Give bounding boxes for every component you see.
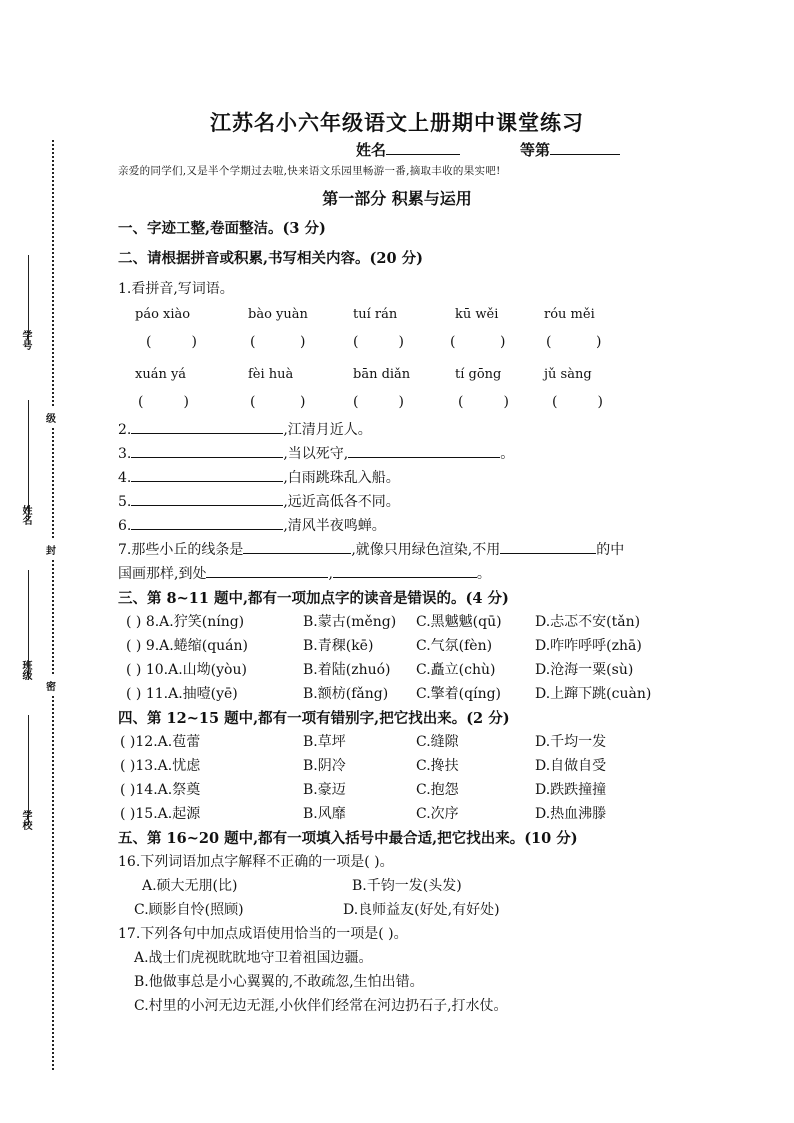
- name-blank[interactable]: [386, 140, 460, 155]
- q11-c: C.擎着(qíng): [416, 686, 502, 702]
- answer-box-6[interactable]: ( ): [138, 394, 189, 410]
- question-17: 17.下列各句中加点成语使用恰当的一项是( )。: [118, 926, 408, 942]
- seal-char-3: 密: [46, 676, 56, 695]
- q12-c: C.缝隙: [416, 734, 459, 750]
- blank-3a[interactable]: [131, 443, 283, 458]
- grade-field[interactable]: [520, 139, 620, 160]
- answer-box-10[interactable]: ( ): [552, 394, 603, 410]
- q9-b: B.青稞(kē): [303, 638, 374, 654]
- q13-a: ( )13.A.忧虑: [120, 758, 201, 774]
- blank-7d[interactable]: [333, 563, 477, 578]
- q14-c: C.抱怨: [416, 782, 459, 798]
- q8-c: C.黑魆魆(qū): [416, 614, 502, 630]
- q12-d: D.千均一发: [535, 734, 607, 750]
- q13-b: B.阴冷: [303, 758, 346, 774]
- pinyin-6: xuán yá: [135, 367, 187, 382]
- grade-label: 等第: [520, 141, 551, 159]
- q10-c: C.矗立(chù): [416, 662, 496, 678]
- section-4-heading: 四、第 12~15 题中,都有一项有错别字,把它找出来。(2 分): [118, 710, 510, 727]
- blank-7b[interactable]: [500, 539, 596, 554]
- answer-box-1[interactable]: ( ): [146, 334, 197, 350]
- q9-a: ( ) 9.A.蜷缩(quán): [126, 638, 249, 654]
- question-2: 2. ,江清月近人。: [118, 419, 372, 439]
- q16-opt-c: C.顾影自怜(照顾): [134, 902, 244, 918]
- q12-a: ( )12.A.苞蕾: [120, 734, 201, 750]
- answer-box-5[interactable]: ( ): [546, 334, 602, 350]
- q12-b: B.草坪: [303, 734, 346, 750]
- section-1-heading: 一、字迹工整,卷面整洁。(3 分): [118, 220, 326, 237]
- pinyin-9: tí gōng: [455, 367, 502, 382]
- q13-d: D.自做自受: [535, 758, 607, 774]
- margin-label-class: 班级: [20, 660, 31, 680]
- q10-b: B.着陆(zhuó): [303, 662, 391, 678]
- q15-d: D.热血沸滕: [535, 806, 607, 822]
- pinyin-5: róu měi: [544, 307, 595, 322]
- q16-opt-a: A.硕大无朋(比): [142, 878, 238, 894]
- pinyin-2: bào yuàn: [248, 307, 308, 322]
- blank-3b[interactable]: [348, 443, 500, 458]
- question-7: 7.那些小丘的线条是 ,就像只用绿色渲染,不用 的中: [118, 539, 624, 559]
- q15-a: ( )15.A.起源: [120, 806, 201, 822]
- q8-d: D.忐忑不安(tǎn): [535, 614, 641, 630]
- question-3: 3. ,当以死守, 。: [118, 443, 514, 463]
- answer-box-3[interactable]: ( ): [353, 334, 404, 350]
- q14-d: D.跌跌撞撞: [535, 782, 607, 798]
- blank-5[interactable]: [131, 491, 283, 506]
- seal-char-1: 级: [46, 408, 56, 427]
- q8-a: ( ) 8.A.狞笑(níng): [126, 614, 245, 630]
- q15-c: C.次序: [416, 806, 459, 822]
- school-underline: [28, 715, 29, 825]
- section-3-heading: 三、第 8~11 题中,都有一项加点字的读音是错误的。(4 分): [118, 590, 509, 607]
- greeting-text: 亲爱的同学们,又是半个学期过去啦,快来语文乐园里畅游一番,摘取丰收的果实吧!: [118, 165, 501, 177]
- blank-7c[interactable]: [206, 563, 328, 578]
- name-underline: [28, 400, 29, 520]
- q14-b: B.豪迈: [303, 782, 346, 798]
- seal-char-2: 封: [46, 540, 56, 559]
- margin-label-name: 姓名: [20, 505, 31, 525]
- pinyin-10: jǔ sàng: [544, 367, 592, 382]
- answer-box-2[interactable]: ( ): [250, 334, 306, 350]
- question-16: 16.下列词语加点字解释不正确的一项是( )。: [118, 854, 394, 870]
- answer-box-4[interactable]: ( ): [450, 334, 506, 350]
- blank-4[interactable]: [131, 467, 283, 482]
- q15-b: B.风靡: [303, 806, 346, 822]
- q9-d: D.咋咋呼呼(zhā): [535, 638, 642, 654]
- part-heading: 第一部分 积累与运用: [322, 189, 472, 208]
- q9-c: C.气氛(fèn): [416, 638, 493, 654]
- margin-label-id: 学号: [20, 330, 31, 350]
- q17-opt-c: C.村里的小河无边无涯,小伙伴们经常在河边扔石子,打水仗。: [134, 998, 508, 1014]
- q13-c: C.搀扶: [416, 758, 459, 774]
- page-title: 江苏名小六年级语文上册期中课堂练习: [210, 110, 584, 135]
- answer-box-9[interactable]: ( ): [458, 394, 509, 410]
- name-field[interactable]: [356, 139, 460, 160]
- pinyin-3: tuí rán: [353, 307, 398, 322]
- question-4: 4. ,白雨跳珠乱入船。: [118, 467, 400, 487]
- q17-opt-b: B.他做事总是小心翼翼的,不敢疏忽,生怕出错。: [134, 974, 424, 990]
- q8-b: B.蒙古(měng): [303, 614, 397, 630]
- margin-label-school: 学校: [20, 810, 31, 830]
- q14-a: ( )14.A.祭奠: [120, 782, 201, 798]
- pinyin-7: fèi huà: [248, 367, 294, 382]
- q10-d: D.沧海一粟(sù): [535, 662, 634, 678]
- question-7-cont: 国画那样,到处 , 。: [118, 563, 491, 583]
- question-1: 1.看拼音,写词语。: [118, 281, 234, 297]
- name-label: 姓名: [356, 141, 387, 159]
- binding-dotted-line: [52, 140, 54, 1070]
- blank-2[interactable]: [131, 419, 283, 434]
- q11-d: D.上蹿下跳(cuàn): [535, 686, 652, 702]
- section-2-heading: 二、请根据拼音或积累,书写相关内容。(20 分): [118, 250, 423, 267]
- q16-opt-b: B.千钧一发(头发): [352, 878, 462, 894]
- section-5-heading: 五、第 16~20 题中,都有一项填入括号中最合适,把它找出来。(10 分): [118, 830, 578, 847]
- q16-opt-d: D.良师益友(好处,有好处): [343, 902, 500, 918]
- blank-6[interactable]: [131, 515, 283, 530]
- question-5: 5. ,远近高低各不同。: [118, 491, 400, 511]
- pinyin-1: páo xiào: [135, 307, 191, 322]
- pinyin-8: bān diǎn: [353, 367, 411, 382]
- pinyin-4: kū wěi: [455, 307, 499, 322]
- q11-a: ( ) 11.A.抽噎(yē): [126, 686, 238, 702]
- q17-opt-a: A.战士们虎视眈眈地守卫着祖国边疆。: [134, 950, 373, 966]
- grade-blank[interactable]: [550, 140, 620, 155]
- answer-box-8[interactable]: ( ): [353, 394, 404, 410]
- q11-b: B.额枋(fǎng): [303, 686, 389, 702]
- answer-box-7[interactable]: ( ): [250, 394, 306, 410]
- blank-7a[interactable]: [243, 539, 351, 554]
- q10-a: ( ) 10.A.山坳(yòu): [126, 662, 247, 678]
- question-6: 6. ,清风半夜鸣蝉。: [118, 515, 386, 535]
